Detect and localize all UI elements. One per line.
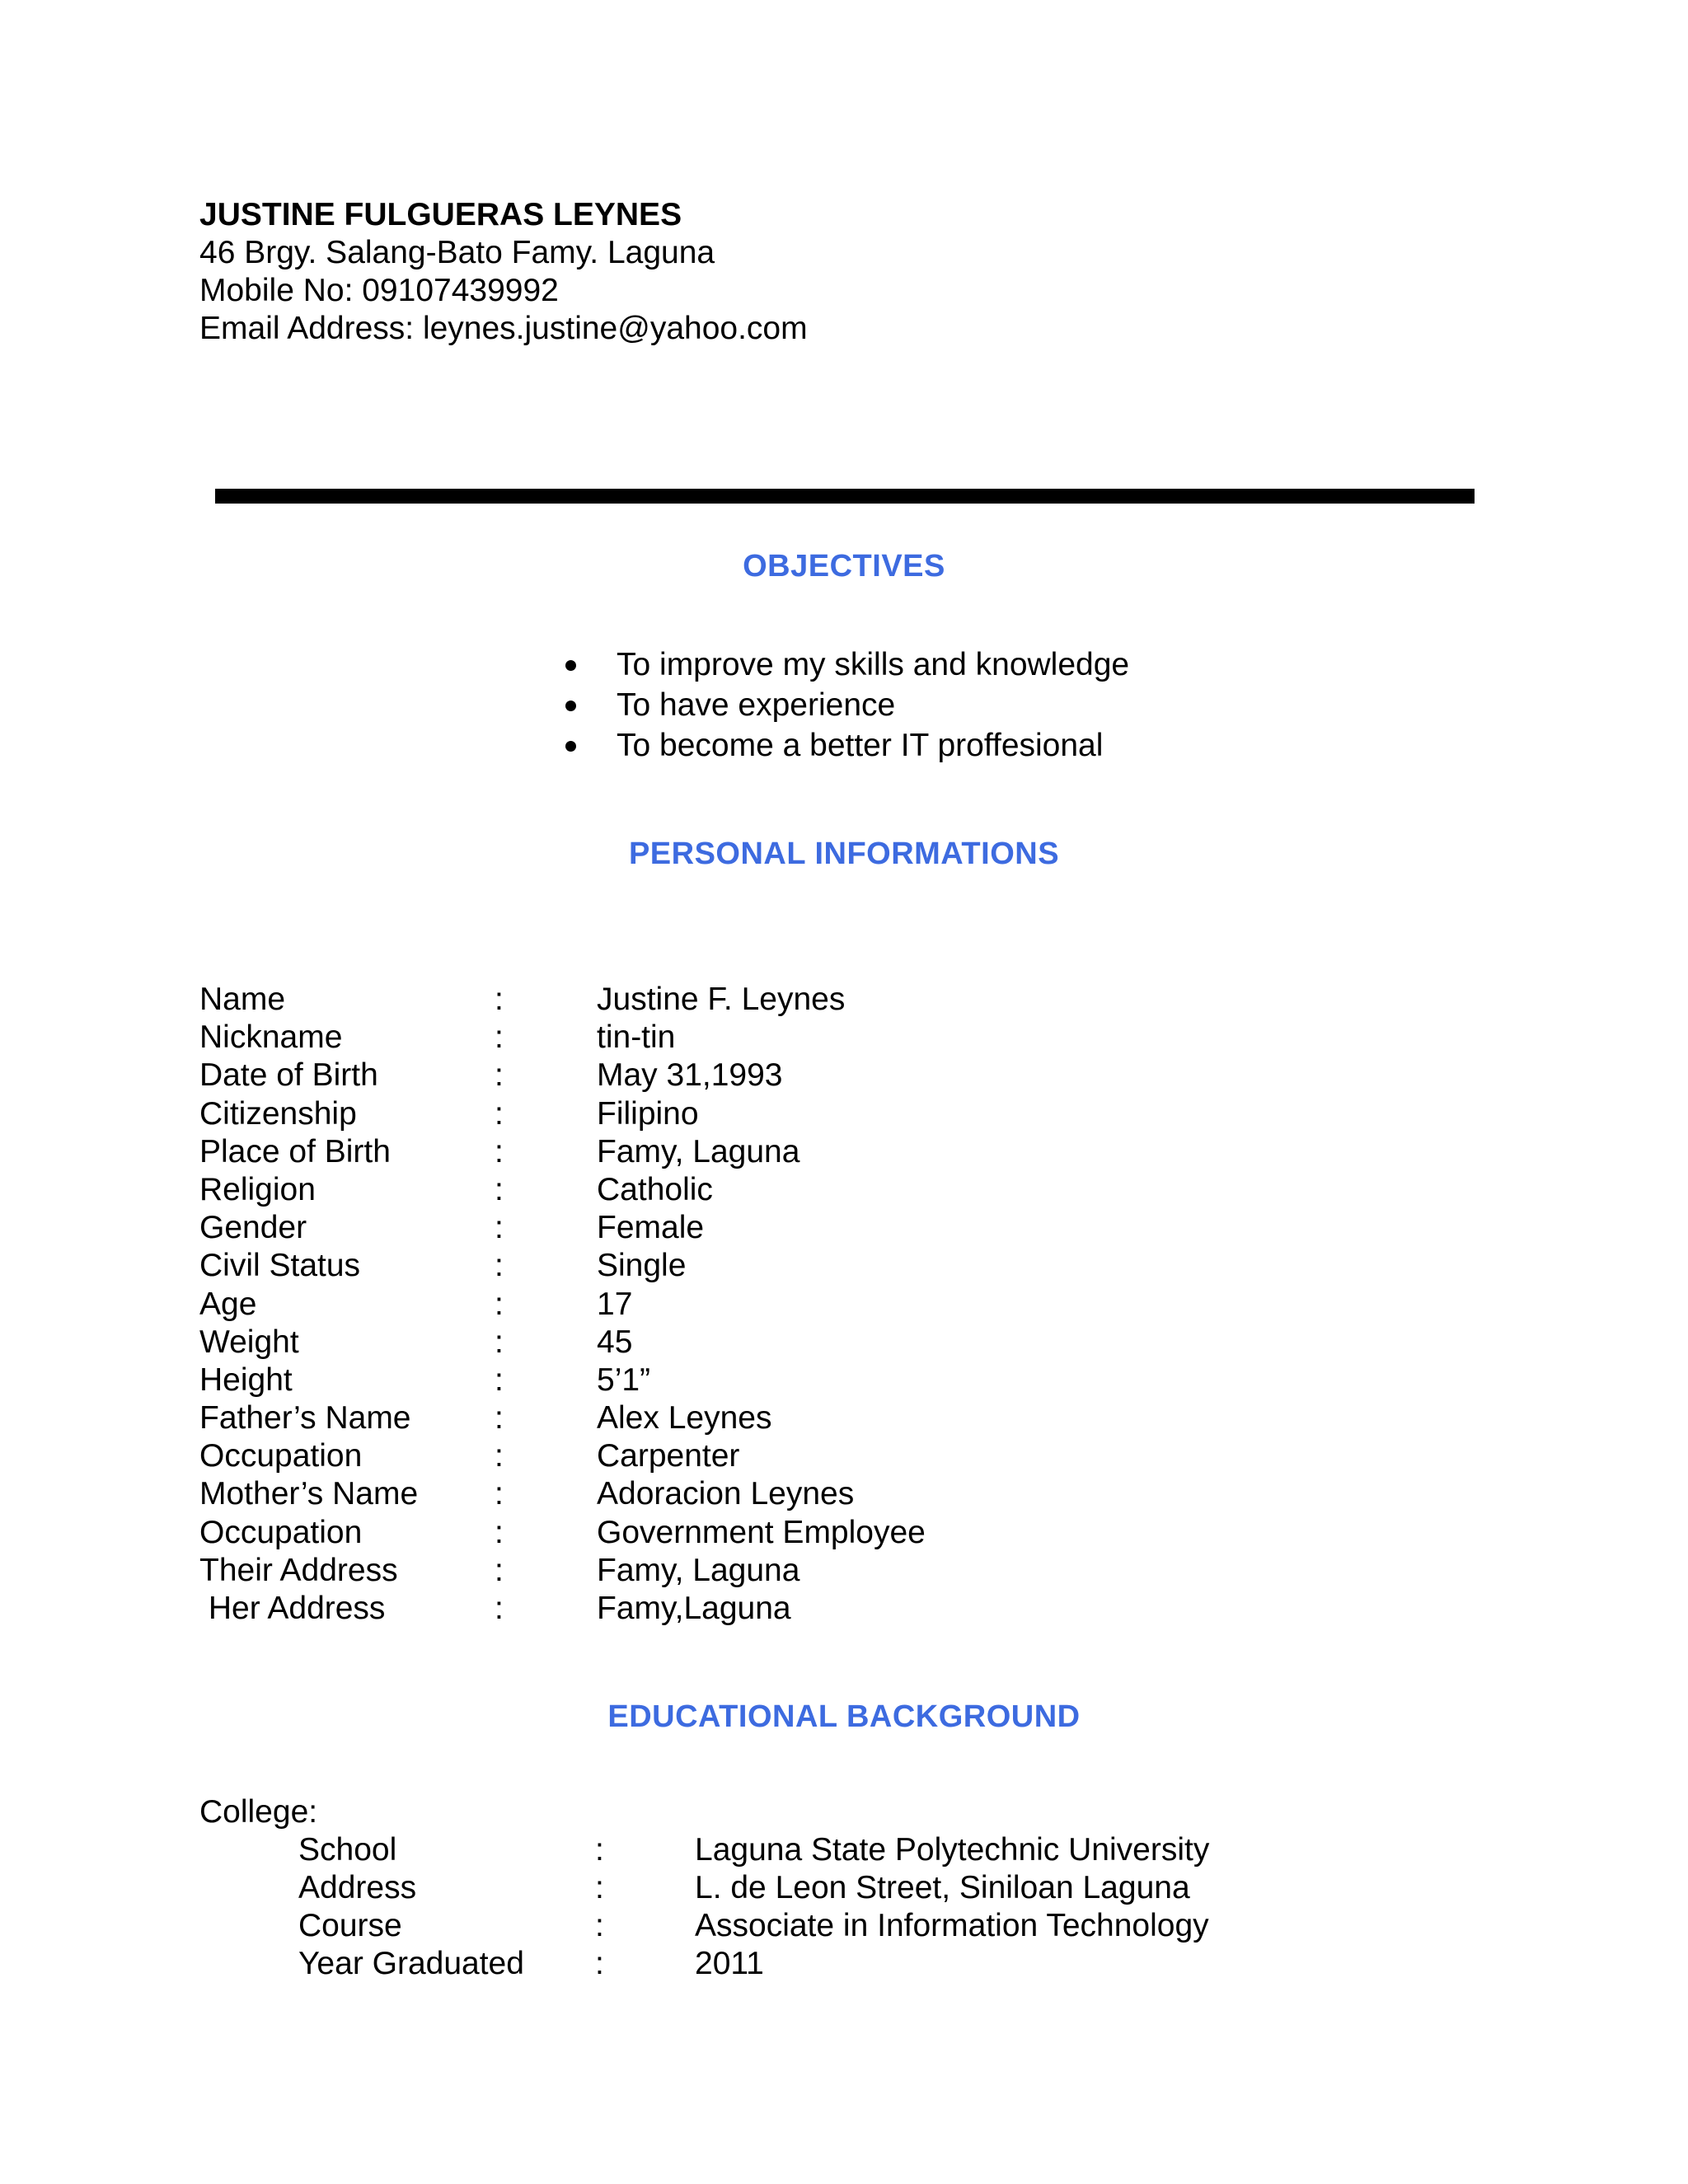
education-value: L. de Leon Street, Siniloan Laguna <box>695 1870 1190 1905</box>
education-title: EDUCATIONAL BACKGROUND <box>607 1699 1081 1734</box>
education-value: 2011 <box>695 1946 764 1981</box>
info-colon: : <box>495 1591 504 1626</box>
info-value: Famy, Laguna <box>597 1552 800 1588</box>
applicant-mobile: Mobile No: 09107439992 <box>199 273 559 308</box>
personal-info-title: PERSONAL INFORMATIONS <box>628 837 1060 871</box>
applicant-name: JUSTINE FULGUERAS LEYNES <box>199 197 682 232</box>
education-row <box>199 1907 1209 1945</box>
info-label: Place of Birth <box>199 1133 391 1169</box>
info-colon: : <box>495 982 504 1017</box>
education-value: Laguna State Polytechnic University <box>695 1832 1210 1868</box>
info-colon: : <box>495 1552 504 1588</box>
objective-text: To become a better IT proffesional <box>617 728 1104 763</box>
info-value: Famy, Laguna <box>597 1133 800 1169</box>
info-label: Gender <box>199 1210 307 1246</box>
education-row <box>199 1831 1210 1869</box>
info-colon: : <box>495 1210 504 1246</box>
education-colon: : <box>595 1870 604 1905</box>
info-value: Female <box>597 1210 705 1246</box>
info-label: Occupation <box>199 1514 363 1550</box>
info-value: Alex Leynes <box>597 1400 772 1436</box>
info-label: Name <box>199 982 286 1017</box>
info-value: 45 <box>597 1324 633 1360</box>
info-label: Height <box>199 1361 293 1398</box>
header-divider <box>215 489 1475 504</box>
info-value: 5’1” <box>597 1361 651 1398</box>
info-colon: : <box>495 1476 504 1512</box>
info-colon: : <box>495 1095 504 1132</box>
education-colon: : <box>595 1832 604 1868</box>
info-label: Civil Status <box>199 1248 361 1284</box>
info-value: Justine F. Leynes <box>597 982 846 1017</box>
info-value: May 31,1993 <box>597 1057 783 1094</box>
bullet-icon <box>565 660 576 671</box>
education-value: Associate in Information Technology <box>695 1908 1209 1943</box>
info-colon: : <box>495 1514 504 1550</box>
education-row <box>199 1945 764 1983</box>
resume-header <box>199 196 808 348</box>
education-label: Address <box>298 1870 417 1905</box>
info-value: Government Employee <box>597 1514 926 1550</box>
info-label: Their Address <box>199 1552 398 1588</box>
info-colon: : <box>495 1248 504 1284</box>
objective-item <box>560 725 1129 766</box>
info-label: Occupation <box>199 1438 363 1474</box>
info-label: Father’s Name <box>199 1400 411 1436</box>
info-value: Carpenter <box>597 1438 740 1474</box>
info-label: Date of Birth <box>199 1057 378 1094</box>
info-value: 17 <box>597 1286 633 1322</box>
info-label: Weight <box>199 1324 299 1360</box>
info-colon: : <box>495 1057 504 1094</box>
applicant-email: Email Address: leynes.justine@yahoo.com <box>199 311 808 346</box>
education-colon: : <box>595 1908 604 1943</box>
info-label: Mother’s Name <box>199 1476 419 1512</box>
education-section <box>199 1793 1210 1983</box>
info-label: Her Address <box>199 1591 386 1626</box>
college-label: College: <box>199 1794 318 1830</box>
info-value: Filipino <box>597 1095 699 1132</box>
info-colon: : <box>495 1361 504 1398</box>
objectives-list <box>560 644 1129 766</box>
education-label: Course <box>298 1908 402 1943</box>
objective-item <box>560 644 1129 685</box>
info-value: Famy,Laguna <box>597 1591 791 1626</box>
education-colon: : <box>595 1946 604 1981</box>
info-colon: : <box>495 1133 504 1169</box>
info-label: Nickname <box>199 1019 343 1056</box>
bullet-icon <box>565 701 576 711</box>
education-row <box>199 1869 1190 1907</box>
applicant-address: 46 Brgy. Salang-Bato Famy. Laguna <box>199 235 715 270</box>
objective-text: To improve my skills and knowledge <box>617 647 1130 682</box>
bullet-icon <box>565 741 576 752</box>
info-colon: : <box>495 1171 504 1207</box>
education-label: Year Graduated <box>298 1946 524 1981</box>
info-colon: : <box>495 1286 504 1322</box>
info-colon: : <box>495 1400 504 1436</box>
info-label: Citizenship <box>199 1095 357 1132</box>
education-label: School <box>298 1832 397 1868</box>
objective-text: To have experience <box>617 687 896 723</box>
info-label: Age <box>199 1286 257 1322</box>
info-value: Catholic <box>597 1171 713 1207</box>
info-value: Adoracion Leynes <box>597 1476 855 1512</box>
info-colon: : <box>495 1019 504 1056</box>
info-colon: : <box>495 1438 504 1474</box>
info-value: Single <box>597 1248 687 1284</box>
info-label: Religion <box>199 1171 316 1207</box>
objectives-title: OBJECTIVES <box>743 549 945 583</box>
info-value: tin-tin <box>597 1019 676 1056</box>
info-colon: : <box>495 1324 504 1360</box>
objective-item <box>560 685 1129 725</box>
